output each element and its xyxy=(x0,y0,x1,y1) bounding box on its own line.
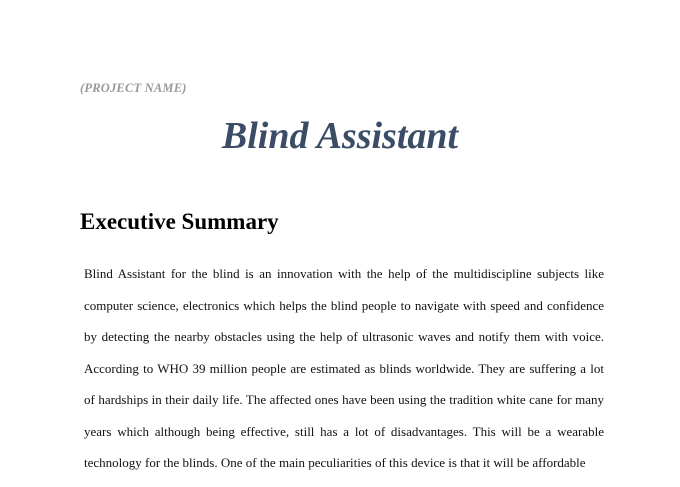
paragraph-line: of hardships in their daily life. The affected ones have been using the tradition white cane for many xyxy=(84,392,604,407)
paragraph-line: computer science, electronics which helps the blind people to navigate with speed and confidence xyxy=(84,297,604,313)
paragraph-line: Blind Assistant for the blind is an innovation with the help of the multidiscipline subjects like xyxy=(84,266,604,281)
document-title: Blind Assistant xyxy=(221,115,459,157)
paragraph-line: According to WHO 39 million people are estimated as blinds worldwide. They are suffering a lot xyxy=(84,360,604,376)
paragraph-line: years which although being effective, still has a lot of disadvantages. This will be a wearable xyxy=(84,423,604,439)
executive-summary-paragraph xyxy=(84,266,604,487)
section-heading: Executive Summary xyxy=(80,209,279,234)
paragraph-line: technology for the blinds. One of the main peculiarities of this device is that it will be affordable xyxy=(84,455,586,470)
project-name-label: (PROJECT NAME) xyxy=(80,81,187,95)
paragraph-line: by detecting the nearby obstacles using the help of ultrasonic waves and notify them with voice. xyxy=(84,329,604,344)
